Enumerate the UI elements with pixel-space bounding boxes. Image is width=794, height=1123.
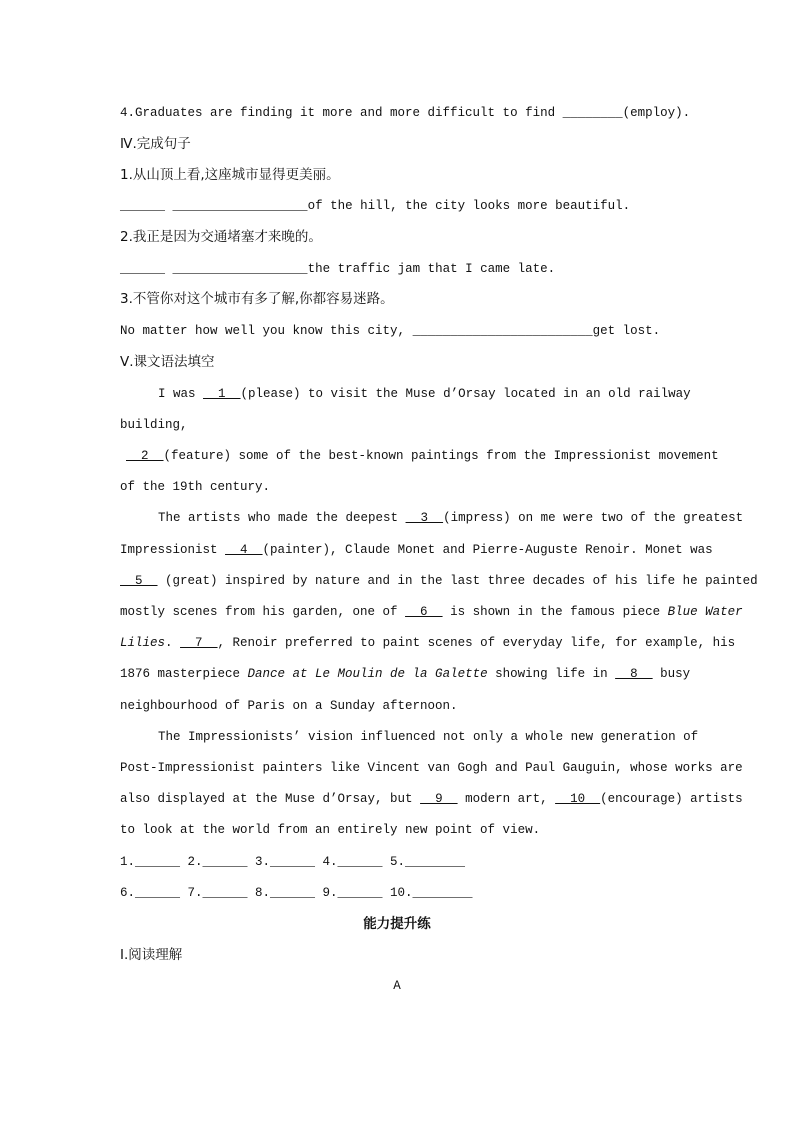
- passage-line: [120, 635, 735, 651]
- question-hint: (employ).: [622, 106, 691, 120]
- passage-line: of the 19th century.: [120, 480, 271, 494]
- passage-line: [120, 573, 758, 589]
- passage-line: [120, 791, 743, 807]
- passage-label: A: [393, 979, 401, 993]
- answer-blank: ________________________: [412, 324, 593, 338]
- blank-1: 1: [203, 387, 241, 401]
- passage-line: [158, 386, 691, 402]
- sentence-1-chinese: 1.从山顶上看,这座城市显得更美丽。: [120, 167, 340, 183]
- passage-text: mostly scenes from his garden, one of: [120, 605, 406, 619]
- section-v-heading: Ⅴ.课文语法填空: [120, 354, 215, 370]
- blank-6: 6: [405, 605, 443, 619]
- blank-8: 8: [615, 667, 653, 681]
- blank-5: 5: [120, 574, 158, 588]
- passage-text: I was: [158, 387, 204, 401]
- passage-line: The Impressionists’ vision influenced not only a whole new generation of: [158, 730, 699, 744]
- passage-text: (encourage) artists: [600, 792, 743, 806]
- sentence-2-english: [120, 261, 555, 277]
- passage-text: (great) inspired by nature and in the last three decades of his life he painted: [157, 574, 758, 588]
- passage-line: neighbourhood of Paris on a Sunday afternoon.: [120, 699, 458, 713]
- passage-text: (please) to visit the Muse d’Orsay located in an old railway: [240, 387, 691, 401]
- blank-9: 9: [420, 792, 458, 806]
- section-iv-heading: Ⅳ.完成句子: [120, 136, 191, 152]
- sentence-text: get lost.: [592, 324, 661, 338]
- question-text: 4.Graduates are finding it more and more difficult to find: [120, 106, 563, 120]
- passage-text: .: [165, 636, 181, 650]
- artwork-title: Dance at Le Moulin de la Galette: [247, 667, 488, 681]
- exercise-iii-question-4: [120, 105, 690, 121]
- sentence-3-chinese: 3.不管你对这个城市有多了解,你都容易迷路。: [120, 291, 394, 307]
- sentence-text: No matter how well you know this city,: [120, 324, 413, 338]
- sentence-2-chinese: 2.我正是因为交通堵塞才来晚的。: [120, 229, 322, 245]
- passage-line: [158, 510, 743, 526]
- passage-text: The artists who made the deepest: [158, 511, 406, 525]
- blank-2: 2: [126, 449, 164, 463]
- passage-text: (painter), Claude Monet and Pierre-Auguste Renoir. Monet was: [262, 543, 713, 557]
- blank-10: 10: [555, 792, 601, 806]
- answer-blank: ______: [120, 199, 166, 213]
- practice-title: 能力提升练: [363, 916, 431, 932]
- passage-text: (feature) some of the best-known paintings from the Impressionist movement: [163, 449, 719, 463]
- passage-line: Post-Impressionist painters like Vincent van Gogh and Paul Gauguin, whose works are: [120, 761, 743, 775]
- reading-section-heading: Ⅰ.阅读理解: [120, 947, 183, 963]
- answer-blank: __________________: [172, 262, 308, 276]
- answer-row-2: 6.______ 7.______ 8.______ 9.______ 10.________: [120, 886, 473, 900]
- artwork-title: Lilies: [120, 636, 166, 650]
- sentence-text: of the hill, the city looks more beautiful.: [307, 199, 631, 213]
- blank-7: 7: [180, 636, 218, 650]
- blank-3: 3: [405, 511, 444, 525]
- artwork-title: Blue Water: [667, 605, 743, 619]
- passage-line: to look at the world from an entirely new point of view.: [120, 823, 541, 837]
- sentence-3-english: [120, 323, 660, 339]
- passage-line: [120, 666, 690, 682]
- passage-text: (impress) on me were two of the greatest: [443, 511, 744, 525]
- passage-line: [126, 448, 719, 464]
- passage-line: building,: [120, 418, 188, 432]
- passage-text: is shown in the famous piece: [442, 605, 668, 619]
- passage-line: [120, 604, 743, 620]
- passage-text: busy: [652, 667, 691, 681]
- sentence-text: the traffic jam that I came late.: [307, 262, 556, 276]
- passage-text: also displayed at the Muse d’Orsay, but: [120, 792, 421, 806]
- passage-text: , Renoir preferred to paint scenes of everyday life, for example, his: [217, 636, 736, 650]
- passage-text: 1876 masterpiece: [120, 667, 248, 681]
- answer-blank: ______: [120, 262, 166, 276]
- answer-row-1: 1.______ 2.______ 3.______ 4.______ 5.________: [120, 855, 466, 869]
- sentence-1-english: [120, 198, 630, 214]
- passage-line: [120, 542, 713, 558]
- passage-text: modern art,: [457, 792, 556, 806]
- passage-text: showing life in: [487, 667, 616, 681]
- passage-text: Impressionist: [120, 543, 226, 557]
- answer-blank: __________________: [172, 199, 308, 213]
- answer-blank: ________: [562, 106, 623, 120]
- blank-4: 4: [225, 543, 263, 557]
